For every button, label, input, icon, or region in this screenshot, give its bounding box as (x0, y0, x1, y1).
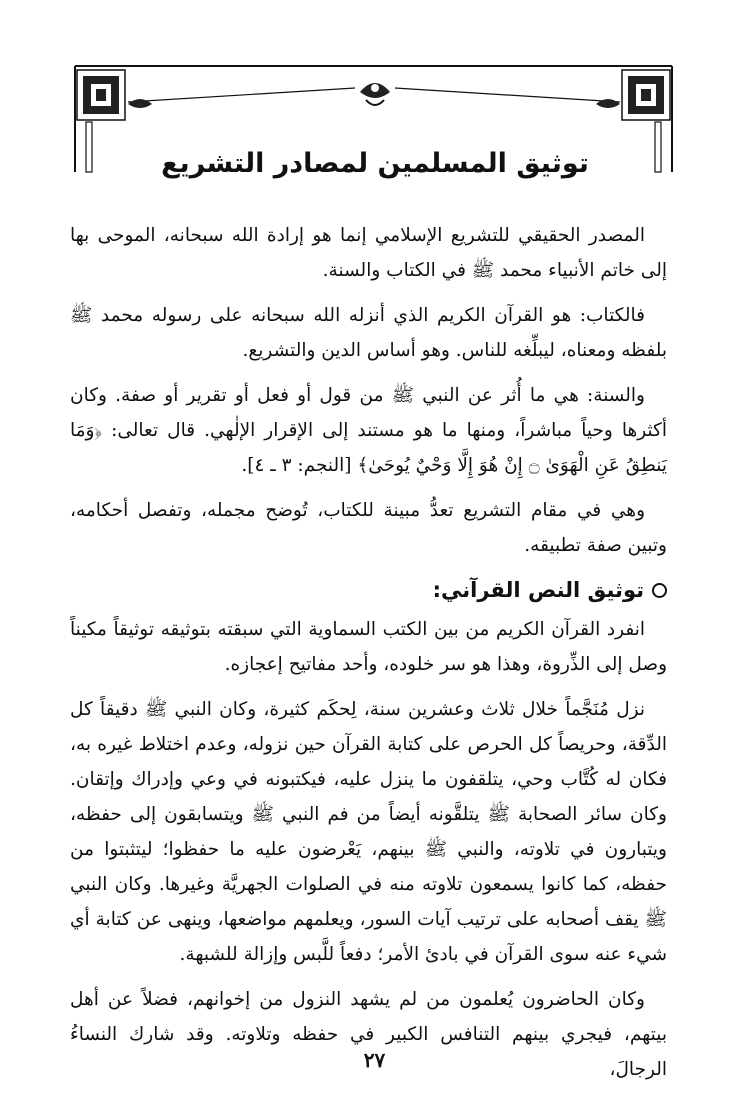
paragraph: انفرد القرآن الكريم من بين الكتب السماوية التي سبقته بتوثيقه توثيقاً مكيناً وصل إلى الذِّروة، وهذا هو سر خلوده، وأحد مفاتيح إعجازه. (70, 619, 667, 675)
paragraph: نزل مُنَجَّماً خلال ثلاث وعشرين سنة، لِحكَم كثيرة، وكان النبي ﷺ دقيقاً كل الدِّقة، وحريصاً كل الحرص على كتابة القرآن حين نزوله، وعدم اختلاط غيره به، فكان له كُتَّاب وحي، يتلقفون ما ينزل عليه، فيكتبونه في وعي وإدراك وإتقان. وكان سائر الصحابة ﷺ يتلقَّونه أيضاً من فم النبي ﷺ ويتسابقون إلى حفظه، ويتبارون في تلاوته، والنبي ﷺ بينهم، يَعْرضون عليه ما حفظوا؛ ليتثبتوا من حفظه، كما كانوا يسمعون تلاوته منه في الصلوات الجهريَّة وغيرها. وكان النبي ﷺ يقف أصحابه على ترتيب آيات السور، ويعلمهم مواضعها، وينهى عن كتابة أي شيء عنه سوى القرآن في بادئ الأمر؛ دفعاً للَّبس وإزالة للشبهة. (70, 699, 667, 965)
paragraph: وهي في مقام التشريع تعدُّ مبينة للكتاب، تُوضح مجمله، وتفصل أحكامه، وتبين صفة تطبيقه. (70, 500, 667, 556)
page-number: ٢٧ (363, 1048, 386, 1072)
center-floral-ornament (360, 83, 390, 105)
paragraph: فالكتاب: هو القرآن الكريم الذي أنزله الله سبحانه على رسوله محمد ﷺ بلفظه ومعناه، ليبلِّغه للناس. وهو أساس الدين والتشريع. (70, 305, 667, 361)
left-ornament-block (77, 70, 125, 172)
body-text (70, 218, 667, 1097)
paragraph: المصدر الحقيقي للتشريع الإسلامي إنما هو إرادة الله سبحانه، الموحى بها إلى خاتم الأنبياء محمد ﷺ في الكتاب والسنة. (70, 225, 667, 281)
section-heading (70, 573, 667, 608)
circle-bullet-icon (652, 583, 667, 598)
right-ornament-block (622, 70, 670, 172)
paragraph: والسنة: هي ما أُثر عن النبي ﷺ من قول أو فعل أو تقرير أو صفة. وكان أكثرها وحياً مباشراً، ومنها ما هو مستند إلى الإقرار الإلٰهي. قال تعالى: ﴿وَمَا يَنطِقُ عَنِ الْهَوَىٰ ۝ إِنْ هُوَ إِلَّا وَحْيٌ يُوحَىٰ﴾ [النجم: ٣ ـ ٤]. (70, 385, 667, 476)
section-heading-text: توثيق النص القرآني: (432, 578, 644, 602)
paragraph: وكان الحاضرون يُعلمون من لم يشهد النزول من إخوانهم، فضلاً عن أهل بيتهم، فيجري بينهم التنافس الكبير في حفظه وتلاوته. وقد شارك النساءُ الرجالَ، (70, 989, 667, 1080)
chapter-title: توثيق المسلمين لمصادر التشريع (161, 148, 589, 179)
